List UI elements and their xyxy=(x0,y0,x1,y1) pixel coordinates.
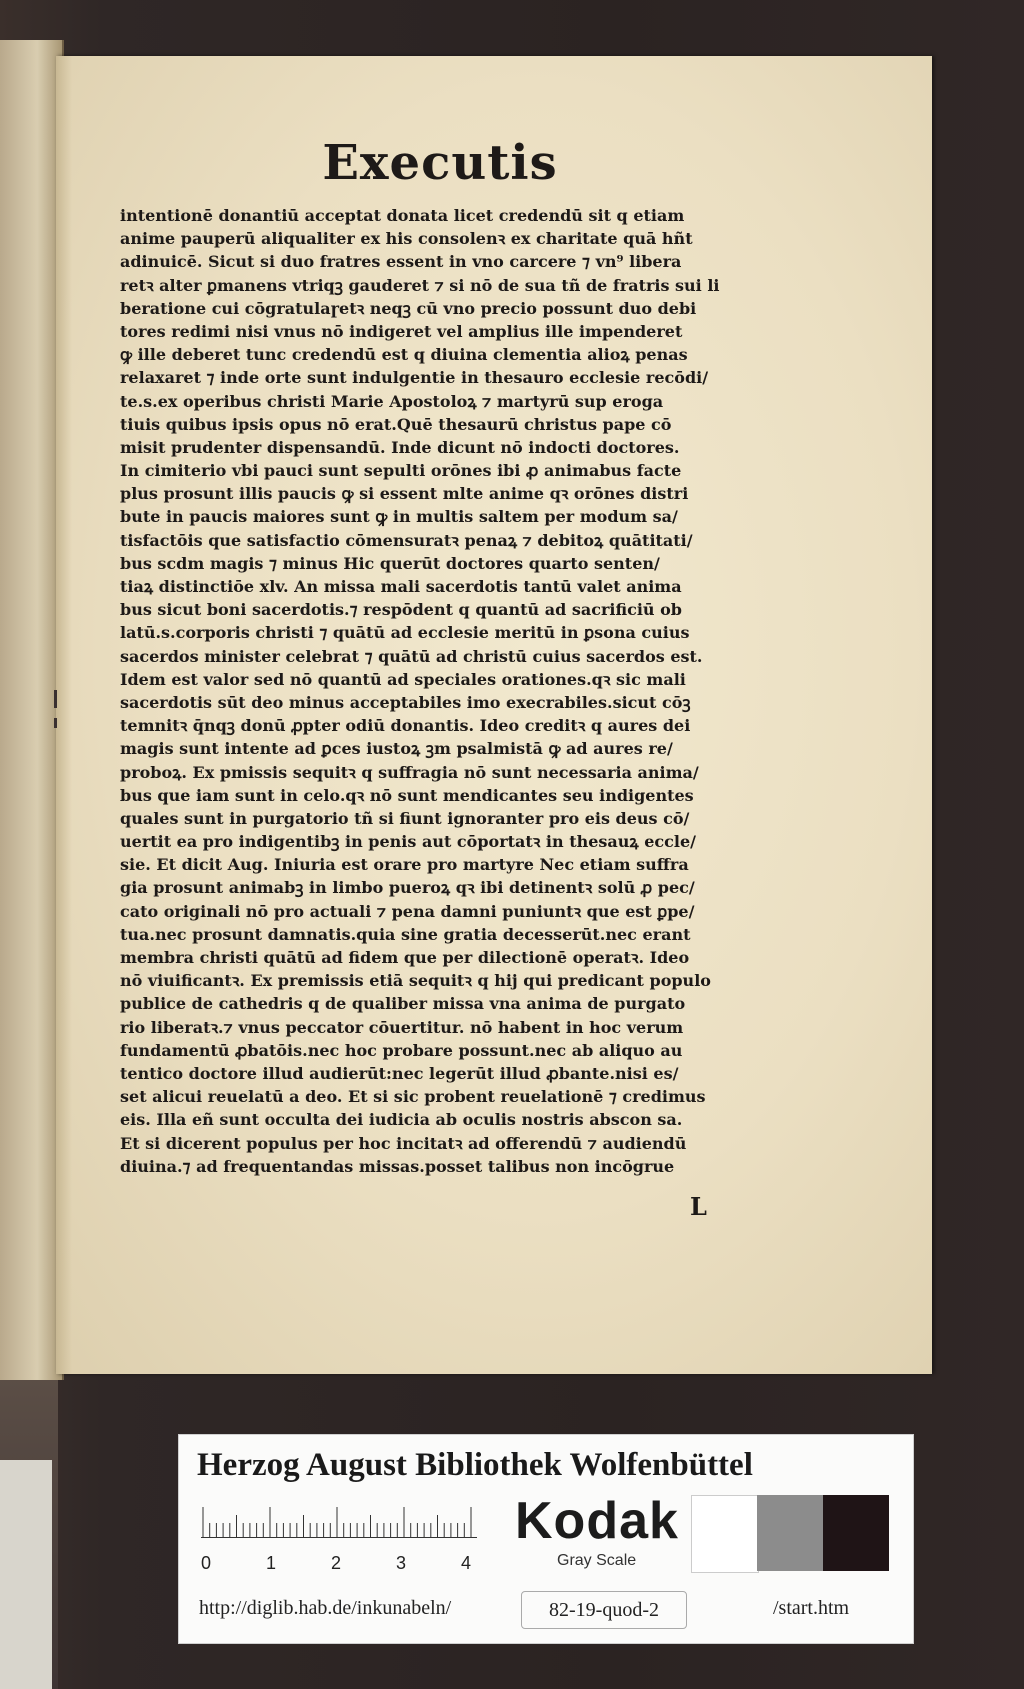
margin-mark xyxy=(54,718,57,728)
library-color-card xyxy=(178,1434,914,1644)
text-line: sie. Et dicit Aug. Iniuria est orare pro martyre Nec etiam suffra xyxy=(120,855,689,875)
text-line: temnitꝛ q̄nqꝫ donū ꝓpter odiū donantis. Ideo creditꝛ q aures dei xyxy=(120,716,691,736)
text-block xyxy=(120,204,740,1178)
text-line: ꝙ ille deberet tunc credendū est q diuina clementia alioꝝ penas xyxy=(120,345,688,365)
facing-page-edge xyxy=(0,40,64,1380)
ruler-number: 2 xyxy=(331,1553,342,1573)
text-line: sacerdotis sūt deo minus acceptabiles imo execrabiles.sicut cōꝫ xyxy=(120,692,691,712)
text-line: Idem est valor sed nō quantū ad speciales orationes.qꝛ sic mali xyxy=(120,669,686,689)
text-line: cato originali nō pro actuali ⁊ pena damni puniuntꝛ que est ꝑpe/ xyxy=(120,901,695,921)
ruler-number: 0 xyxy=(201,1553,212,1573)
gray-swatch xyxy=(757,1495,823,1571)
text-line: tiuis quibus ipsis opus nō erat.Quē thesaurū christus pape cō xyxy=(120,414,672,434)
shelfmark-label: 82-19-quod-2 xyxy=(521,1591,687,1629)
text-line: beratione cui cōgratulaɼetꝛ neqꝫ cū vno precio possunt duo debi xyxy=(120,298,697,318)
text-line: bute in paucis maiores sunt ꝙ in multis saltem per modum sa/ xyxy=(120,507,678,527)
text-line: sacerdos minister celebrat ⁊ quātū ad christū cuius sacerdos est. xyxy=(120,646,703,666)
text-line: retꝛ alter ꝑmanens vtriqꝫ gauderet ⁊ si nō de sua tñ de fratris sui li xyxy=(120,275,720,295)
text-line: misit prudenter dispensandū. Inde dicunt nō indocti doctores. xyxy=(120,437,680,457)
text-line: bus sicut boni sacerdotis.⁊ respōdent q quantū ad sacrificiū ob xyxy=(120,600,682,620)
ruler-number: 3 xyxy=(396,1553,407,1573)
text-line: quales sunt in purgatorio tñ si fiunt ignoranter pro eis deus cō/ xyxy=(120,808,690,828)
text-line: tisfactōis que satisfactio cōmensuratꝛ penaꝝ ⁊ debitoꝝ quātitati/ xyxy=(120,530,693,550)
kodak-logo: Kodak xyxy=(515,1492,679,1550)
text-line: anime pauperū aliqualiter ex his consolenꝛ ex charitate quā hñt xyxy=(120,229,693,249)
text-line: latū.s.corporis christi ⁊ quātū ad ecclesie meritū in ꝑsona cuius xyxy=(120,623,690,643)
ruler-scale xyxy=(201,1507,477,1538)
ruler-numbers xyxy=(201,1553,501,1577)
text-line: rio liberatꝛ.⁊ vnus peccator cōuertitur. nō habent in hoc verum xyxy=(120,1017,684,1037)
margin-mark xyxy=(54,690,57,708)
ruler-number: 1 xyxy=(266,1553,277,1573)
text-line: intentionē donantiū acceptat donata licet credendū sit q etiam xyxy=(120,206,685,225)
text-line: gia prosunt animabꝫ in limbo pueroꝝ qꝛ ibi detinentꝛ solū ꝓ pec/ xyxy=(120,878,695,898)
text-line: fundamentū ꝓbatōis.nec hoc probare possunt.nec ab aliquo au xyxy=(120,1040,683,1060)
ruler-number: 4 xyxy=(461,1553,472,1573)
text-line: In cimiterio vbi pauci sunt sepulti orōnes ibi ꝓ animabus facte xyxy=(120,461,682,481)
text-line: magis sunt intente ad ꝑces iustoꝝ ꝫm psalmistā ꝙ ad aures re/ xyxy=(120,739,673,759)
text-line: relaxaret ⁊ inde orte sunt indulgentie in thesauro ecclesie recōdi/ xyxy=(120,368,709,388)
url-label: http://diglib.hab.de/inkunabeln/ xyxy=(199,1597,452,1619)
text-line: tentico doctore illud audierūt:nec legerūt illud ꝓbante.nisi es/ xyxy=(120,1063,679,1083)
page-heading: Executis xyxy=(322,135,558,191)
text-line: plus prosunt illis paucis ꝙ si essent mlte anime qꝛ orōnes distri xyxy=(120,484,689,504)
text-line: adinuicē. Sicut si duo fratres essent in vno carcere ⁊ vn⁹ libera xyxy=(120,252,682,272)
text-line: proboꝝ. Ex pmissis sequitꝛ q suffragia nō sunt necessaria anima/ xyxy=(120,762,699,782)
text-line: Et si dicerent populus per hoc incitatꝛ ad offerendū ⁊ audiendū xyxy=(120,1133,687,1153)
black-swatch xyxy=(823,1495,889,1571)
text-line: eis. Illa eñ sunt occulta dei iudicia ab oculis nostris abscon sa. xyxy=(120,1110,683,1130)
text-line: publice de cathedris q de qualiber missa vna anima de purgato xyxy=(120,994,686,1014)
text-line: membra christi quātū ad fidem que per dilectionē operatꝛ. Ideo xyxy=(120,948,690,967)
catchword: L xyxy=(690,1192,707,1221)
white-swatch xyxy=(691,1495,759,1573)
text-line: bus que iam sunt in celo.qꝛ nō sunt mendicantes seu indigentes xyxy=(120,785,694,805)
text-line: tores redimi nisi vnus nō indigeret vel amplius ille impenderet xyxy=(120,321,683,341)
text-line: uertit ea pro indigentibꝫ in penis aut cōportatꝛ in thesauꝝ eccle/ xyxy=(120,832,697,852)
text-line: nō viuificantꝛ. Ex premissis etiā sequitꝛ q hij qui predicant populo xyxy=(120,971,711,991)
text-line: tiaꝝ distinctiōe xlv. An missa mali sacerdotis tantū valet anima xyxy=(120,577,682,596)
gray-scale-label: Gray Scale xyxy=(557,1552,637,1569)
page-gutter-shadow xyxy=(56,56,72,1374)
partial-card-edge xyxy=(0,1460,52,1689)
card-title: Herzog August Bibliothek Wolfenbüttel xyxy=(197,1447,753,1483)
text-line: bus scdm magis ⁊ minus Hic querūt doctores quarto senten/ xyxy=(120,553,660,573)
start-suffix-label: /start.htm xyxy=(773,1597,850,1619)
text-line: set alicui reuelatū a deo. Et si sic probent reuelationē ⁊ credimus xyxy=(120,1087,706,1107)
text-line: diuina.⁊ ad frequentandas missas.posset talibus non incōgrue xyxy=(120,1156,675,1176)
text-line: te.s.ex operibus christi Marie Apostoloꝝ ⁊ martyrū sup eroga xyxy=(120,391,664,411)
text-line: tua.nec prosunt damnatis.quia sine gratia decesserūt.nec erant xyxy=(120,924,691,944)
